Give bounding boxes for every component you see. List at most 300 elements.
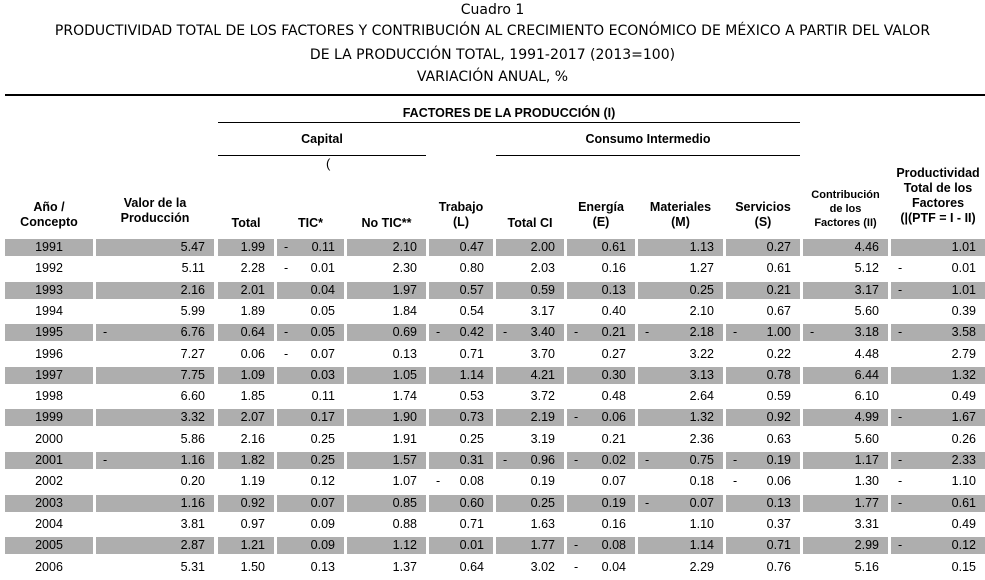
cell-value: 1.74 — [392, 389, 417, 404]
cell-materiales — [638, 452, 723, 469]
cell-value: 1.10 — [689, 516, 714, 531]
cell-materiales — [638, 388, 723, 405]
table-row — [0, 346, 985, 364]
cell-value: 0.11 — [311, 389, 335, 404]
cell-value: 2.30 — [392, 261, 417, 276]
cell-no-tic — [347, 559, 426, 576]
cell-total-capital — [218, 324, 274, 341]
table-row — [0, 452, 985, 470]
cell-contribucion — [803, 559, 888, 576]
cell-materiales — [638, 431, 723, 448]
negative-sign: - — [574, 538, 579, 553]
cell-year — [5, 367, 93, 384]
negative-sign: - — [898, 538, 903, 553]
cell-ptf — [891, 239, 985, 256]
cell-total-ci — [496, 346, 564, 363]
cell-valor — [96, 537, 214, 554]
cell-value: 0.02 — [601, 453, 626, 467]
year-label: 2001 — [35, 453, 63, 467]
cell-value: 0.01 — [951, 261, 976, 276]
cell-value: 0.92 — [766, 410, 791, 425]
cell-total-capital — [218, 559, 274, 576]
cell-ptf — [891, 473, 985, 490]
year-label: 2000 — [35, 431, 63, 446]
cell-ptf — [891, 346, 985, 363]
cell-total-capital — [218, 431, 274, 448]
negative-sign: - — [645, 495, 650, 510]
cell-contribucion — [803, 388, 888, 405]
cell-trabajo — [429, 559, 493, 576]
cell-value: 2.03 — [530, 261, 555, 276]
table-subtitle: DE LA PRODUCCIÓN TOTAL, 1991-2017 (2013=100) — [309, 47, 676, 63]
cell-value: 2.87 — [180, 538, 205, 553]
table-row — [0, 239, 985, 257]
cell-value: 0.64 — [240, 325, 265, 340]
cell-tic — [277, 409, 344, 426]
cell-energia — [567, 346, 635, 363]
cell-materiales — [638, 282, 723, 299]
negative-sign: - — [574, 325, 579, 340]
cell-value: 1.37 — [392, 559, 417, 574]
cell-valor — [96, 303, 214, 320]
table-row — [0, 473, 985, 491]
cell-value: 1.19 — [240, 474, 265, 489]
cell-value: 1.90 — [392, 410, 417, 425]
cell-contribucion — [803, 367, 888, 384]
cell-valor — [96, 282, 214, 299]
cell-trabajo — [429, 495, 493, 512]
negative-sign: - — [898, 261, 903, 276]
cell-materiales — [638, 495, 723, 512]
cell-value: 0.19 — [766, 453, 791, 467]
cell-ptf — [891, 516, 985, 533]
col-header-tic: TIC* — [298, 216, 323, 230]
cell-value: 0.12 — [951, 538, 976, 553]
cell-tic — [277, 303, 344, 320]
cell-energia — [567, 324, 635, 341]
cell-value: 6.60 — [180, 389, 205, 404]
cell-tic — [277, 324, 344, 341]
cell-value: 5.99 — [180, 303, 205, 318]
cell-value: 2.19 — [530, 410, 555, 425]
table-row — [0, 431, 985, 449]
cell-contribucion — [803, 260, 888, 277]
title-divider — [5, 94, 985, 96]
cell-value: 6.44 — [854, 367, 879, 382]
cell-total-ci — [496, 239, 564, 256]
cell-servicios — [726, 282, 800, 299]
cell-materiales — [638, 260, 723, 277]
table-row — [0, 260, 985, 278]
cell-materiales — [638, 537, 723, 554]
cell-value: 1.13 — [689, 240, 714, 254]
cell-total-ci — [496, 282, 564, 299]
cell-valor — [96, 409, 214, 426]
cell-total-ci — [496, 388, 564, 405]
negative-sign: - — [574, 559, 579, 574]
cell-value: 0.06 — [766, 474, 791, 489]
cell-energia — [567, 282, 635, 299]
cell-value: 2.79 — [951, 346, 976, 361]
cell-contribucion — [803, 473, 888, 490]
cell-contribucion — [803, 495, 888, 512]
cell-valor — [96, 367, 214, 384]
negative-sign: - — [645, 325, 650, 340]
year-label: 2005 — [35, 538, 63, 553]
cell-value: 0.21 — [601, 431, 626, 446]
cell-value: 0.19 — [601, 495, 626, 510]
cell-value: 0.60 — [459, 495, 484, 510]
cell-trabajo — [429, 431, 493, 448]
table-row — [0, 537, 985, 555]
cell-no-tic — [347, 346, 426, 363]
col-header-energia: Energía (E) — [578, 200, 624, 229]
cell-value: 2.99 — [854, 538, 879, 553]
cell-value: 0.57 — [459, 282, 484, 297]
cell-value: 0.48 — [601, 389, 626, 404]
cell-energia — [567, 559, 635, 576]
cell-value: 4.48 — [854, 346, 879, 361]
cell-value: 0.64 — [459, 559, 484, 574]
cell-value: 1.97 — [392, 282, 417, 297]
cell-trabajo — [429, 452, 493, 469]
cell-servicios — [726, 324, 800, 341]
cell-value: 4.99 — [854, 410, 879, 425]
cell-value: 1.82 — [240, 453, 265, 467]
cell-total-ci — [496, 303, 564, 320]
cell-total-capital — [218, 303, 274, 320]
cell-trabajo — [429, 409, 493, 426]
cell-value: 1.12 — [392, 538, 417, 553]
cell-value: 0.31 — [459, 453, 484, 467]
cell-materiales — [638, 473, 723, 490]
cell-total-capital — [218, 239, 274, 256]
cell-no-tic — [347, 495, 426, 512]
cell-value: 7.27 — [180, 346, 205, 361]
cell-value: 2.64 — [689, 389, 714, 404]
cell-value: 0.97 — [240, 516, 265, 531]
cell-value: 1.21 — [240, 538, 265, 553]
cell-value: 1.85 — [240, 389, 265, 404]
cell-materiales — [638, 239, 723, 256]
col-header-servicios: Servicios (S) — [735, 200, 791, 229]
cell-materiales — [638, 346, 723, 363]
cell-trabajo — [429, 367, 493, 384]
negative-sign: - — [436, 474, 441, 489]
cell-servicios — [726, 239, 800, 256]
cell-value: 1.30 — [854, 474, 879, 489]
cell-energia — [567, 495, 635, 512]
cell-value: 0.09 — [310, 516, 335, 531]
cell-value: 6.10 — [854, 389, 879, 404]
cell-servicios — [726, 537, 800, 554]
cell-energia — [567, 303, 635, 320]
cell-value: 1.16 — [180, 495, 205, 510]
negative-sign: - — [810, 325, 815, 340]
negative-sign: - — [733, 474, 738, 489]
cell-trabajo — [429, 260, 493, 277]
cell-value: 5.12 — [854, 261, 879, 276]
col-header-contribucion: Contribución de los Factores (II) — [811, 189, 880, 229]
table-caption: Cuadro 1 — [460, 2, 525, 18]
cell-value: 1.50 — [240, 559, 265, 574]
year-label: 2003 — [35, 495, 63, 510]
cell-value: 3.17 — [530, 303, 555, 318]
cell-servicios — [726, 346, 800, 363]
cell-value: 1.10 — [951, 474, 976, 489]
cell-value: 3.40 — [530, 325, 555, 340]
cell-ptf — [891, 260, 985, 277]
cell-value: 0.59 — [766, 389, 791, 404]
col-header-ptf: Productividad Total de los Factores (|(PTF = I - II) — [896, 166, 980, 225]
year-label: 1997 — [35, 367, 63, 382]
cell-value: 4.21 — [530, 367, 555, 382]
cell-value: 0.04 — [601, 559, 626, 574]
year-label: 1996 — [35, 346, 63, 361]
cell-trabajo — [429, 239, 493, 256]
cell-servicios — [726, 409, 800, 426]
cell-no-tic — [347, 303, 426, 320]
cell-materiales — [638, 516, 723, 533]
header-rule-consumo — [496, 155, 800, 156]
cell-value: 3.32 — [180, 410, 205, 425]
cell-value: 1.14 — [459, 367, 484, 382]
year-label: 2002 — [35, 474, 63, 489]
cell-value: 0.63 — [766, 431, 791, 446]
cell-servicios — [726, 388, 800, 405]
cell-no-tic — [347, 388, 426, 405]
cell-value: 1.01 — [951, 282, 976, 297]
cell-total-capital — [218, 516, 274, 533]
cell-contribucion — [803, 239, 888, 256]
cell-value: 0.85 — [392, 495, 417, 510]
table-row — [0, 495, 985, 513]
table-row — [0, 303, 985, 321]
col-header-total-ci: Total CI — [507, 216, 553, 230]
cell-value: 0.06 — [601, 410, 626, 425]
header-capital: Capital — [301, 132, 343, 146]
cell-total-capital — [218, 495, 274, 512]
cell-contribucion — [803, 537, 888, 554]
cell-tic — [277, 473, 344, 490]
cell-total-capital — [218, 346, 274, 363]
cell-value: 1.91 — [392, 431, 417, 446]
negative-sign: - — [645, 453, 650, 467]
cell-value: 5.86 — [180, 431, 205, 446]
year-label: 1998 — [35, 389, 63, 404]
cell-value: 1.99 — [240, 240, 265, 254]
col-header-materiales: Materiales (M) — [649, 200, 712, 229]
cell-value: 2.07 — [240, 410, 265, 425]
cell-materiales — [638, 409, 723, 426]
cell-value: 2.18 — [689, 325, 714, 340]
cell-value: 0.25 — [310, 431, 335, 446]
cell-materiales — [638, 324, 723, 341]
cell-total-ci — [496, 409, 564, 426]
cell-trabajo — [429, 473, 493, 490]
cell-value: 0.67 — [766, 303, 791, 318]
cell-value: 3.02 — [530, 559, 555, 574]
cell-value: 3.17 — [854, 282, 879, 297]
cell-value: 0.69 — [392, 325, 417, 340]
cell-year — [5, 495, 93, 512]
cell-value: 0.07 — [310, 495, 335, 510]
negative-sign: - — [898, 453, 903, 467]
cell-contribucion — [803, 346, 888, 363]
cell-no-tic — [347, 473, 426, 490]
cell-value: 0.13 — [766, 495, 791, 510]
table-row — [0, 516, 985, 534]
cell-valor — [96, 495, 214, 512]
cell-value: 0.71 — [766, 538, 791, 553]
cell-value: 3.18 — [854, 325, 879, 340]
cell-value: 2.33 — [951, 453, 976, 467]
cell-servicios — [726, 473, 800, 490]
cell-value: 0.49 — [951, 516, 976, 531]
cell-total-capital — [218, 388, 274, 405]
cell-energia — [567, 473, 635, 490]
cell-servicios — [726, 516, 800, 533]
col-header-no-tic: No TIC** — [361, 216, 412, 230]
cell-total-ci — [496, 367, 564, 384]
cell-value: 0.54 — [459, 303, 484, 318]
cell-year — [5, 559, 93, 576]
col-header-valor-produccion: Valor de la Producción — [120, 196, 190, 225]
table-row — [0, 367, 985, 385]
cell-tic — [277, 537, 344, 554]
cell-value: 1.77 — [854, 495, 879, 510]
cell-value: 0.92 — [240, 495, 265, 510]
cell-contribucion — [803, 452, 888, 469]
cell-value: 0.47 — [459, 240, 484, 254]
cell-no-tic — [347, 324, 426, 341]
cell-value: 2.16 — [240, 431, 265, 446]
cell-ptf — [891, 431, 985, 448]
cell-valor — [96, 324, 214, 341]
cell-value: 0.16 — [601, 261, 626, 276]
cell-total-capital — [218, 537, 274, 554]
cell-value: 0.19 — [530, 474, 555, 489]
cell-ptf — [891, 367, 985, 384]
cell-servicios — [726, 431, 800, 448]
cell-value: 0.03 — [310, 367, 335, 382]
cell-value: 2.10 — [392, 240, 417, 254]
negative-sign: - — [898, 282, 903, 297]
cell-servicios — [726, 260, 800, 277]
cell-value: 1.16 — [180, 453, 205, 467]
cell-valor — [96, 388, 214, 405]
cell-value: 1.63 — [530, 516, 555, 531]
col-header-ano: Año / Concepto — [20, 200, 78, 229]
year-label: 2004 — [35, 516, 63, 531]
cell-tic — [277, 260, 344, 277]
cell-value: 0.13 — [601, 282, 626, 297]
cell-ptf — [891, 409, 985, 426]
cell-contribucion — [803, 431, 888, 448]
cell-value: 3.72 — [530, 389, 555, 404]
cell-energia — [567, 260, 635, 277]
cell-tic — [277, 452, 344, 469]
negative-sign: - — [898, 495, 903, 510]
cell-value: 0.16 — [601, 516, 626, 531]
cell-total-capital — [218, 473, 274, 490]
negative-sign: - — [103, 453, 108, 467]
year-label: 1994 — [35, 303, 63, 318]
cell-year — [5, 452, 93, 469]
cell-value: 0.01 — [459, 538, 484, 553]
cell-ptf — [891, 452, 985, 469]
cell-value: 5.16 — [854, 559, 879, 574]
cell-value: 1.27 — [689, 261, 714, 276]
cell-tic — [277, 282, 344, 299]
negative-sign: - — [284, 346, 289, 361]
header-rule-capital — [218, 155, 426, 156]
header-factores-produccion: FACTORES DE LA PRODUCCIÓN (I) — [402, 106, 616, 120]
cell-year — [5, 537, 93, 554]
cell-valor — [96, 559, 214, 576]
cell-materiales — [638, 559, 723, 576]
cell-contribucion — [803, 303, 888, 320]
cell-valor — [96, 239, 214, 256]
cell-ptf — [891, 559, 985, 576]
cell-ptf — [891, 303, 985, 320]
cell-energia — [567, 537, 635, 554]
cell-value: 0.27 — [766, 240, 791, 254]
table-title: PRODUCTIVIDAD TOTAL DE LOS FACTORES Y CONTRIBUCIÓN AL CRECIMIENTO ECONÓMICO DE MÉXICO A PARTIR DEL VALOR — [54, 23, 931, 39]
cell-contribucion — [803, 409, 888, 426]
cell-value: 0.12 — [310, 474, 335, 489]
cell-value: 0.09 — [310, 538, 335, 553]
negative-sign: - — [503, 453, 508, 467]
negative-sign: - — [574, 453, 579, 467]
cell-no-tic — [347, 409, 426, 426]
cell-ptf — [891, 282, 985, 299]
negative-sign: - — [436, 325, 441, 340]
cell-year — [5, 388, 93, 405]
cell-total-ci — [496, 537, 564, 554]
cell-trabajo — [429, 516, 493, 533]
year-label: 1992 — [35, 261, 63, 276]
cell-year — [5, 239, 93, 256]
cell-value: 0.05 — [310, 325, 335, 340]
cell-value: 0.06 — [240, 346, 265, 361]
cell-energia — [567, 239, 635, 256]
cell-value: 0.76 — [766, 559, 791, 574]
cell-total-ci — [496, 452, 564, 469]
cell-value: 2.16 — [180, 282, 205, 297]
cell-trabajo — [429, 303, 493, 320]
cell-no-tic — [347, 282, 426, 299]
cell-value: 1.67 — [951, 410, 976, 425]
cell-value: 0.17 — [310, 410, 335, 425]
cell-value: 0.25 — [459, 431, 484, 446]
cell-value: 0.13 — [310, 559, 335, 574]
cell-value: 2.01 — [240, 282, 265, 297]
cell-tic — [277, 346, 344, 363]
cell-value: 0.71 — [459, 346, 484, 361]
cell-year — [5, 473, 93, 490]
cell-total-ci — [496, 559, 564, 576]
cell-value: 0.75 — [689, 453, 714, 467]
cell-contribucion — [803, 282, 888, 299]
cell-total-capital — [218, 452, 274, 469]
table-row — [0, 388, 985, 406]
cell-valor — [96, 346, 214, 363]
cell-value: 2.10 — [689, 303, 714, 318]
cell-value: 0.08 — [459, 474, 484, 489]
cell-trabajo — [429, 324, 493, 341]
cell-value: 2.28 — [240, 261, 265, 276]
